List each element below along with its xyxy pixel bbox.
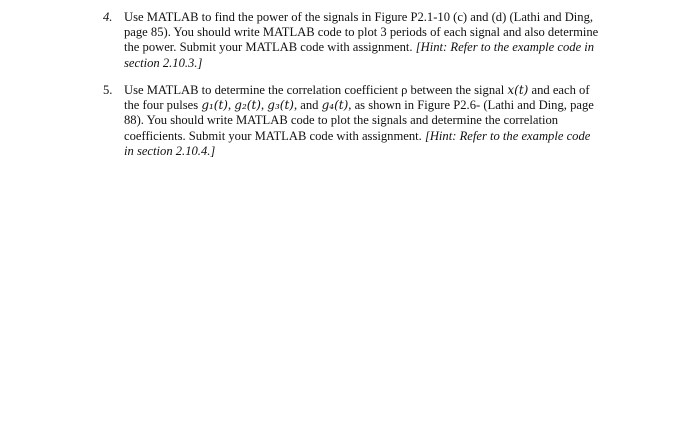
- question-5-intro: Use MATLAB to determine the correlation coefficient ρ between the signal: [124, 83, 505, 97]
- pulse-g2: g₂(t): [234, 98, 261, 113]
- question-4-number: 4.: [103, 10, 113, 24]
- question-5-number: 5.: [103, 83, 113, 97]
- signal-x-of-t: x(t): [507, 83, 529, 97]
- question-4: [103, 10, 603, 71]
- question-5-text: Use MATLAB to determine the correlation coefficient ρ between the signal x(t) and each of the four pulses g₁(t), g₂(t), g₃(t), and g₄(t), as shown in Figure P2.6- (Lathi and Ding, page 88). You should write MATLAB code to plot the signals and determine the correlation coefficients. Submit your MATLAB code with assignment. [Hint: Refer to the example code in section 2.10.4.]: [124, 83, 594, 158]
- question-5-hint: [Hint: Refer to the example code in section 2.10.4.]: [124, 128, 591, 158]
- question-4-text: [124, 10, 603, 71]
- pulse-g1: g₁(t): [201, 98, 228, 113]
- question-4-body: Use MATLAB to find the power of the signals in Figure P2.1-10 (c) and (d) (Lathi and Ding, page 85). You should write MATLAB code to plot 3 periods of each signal and also determine the power. Submit your MATLAB code with assignment.: [124, 10, 599, 55]
- pulse-g3: g₃(t): [267, 98, 294, 113]
- question-5: [103, 83, 603, 159]
- pulse-g4: g₄(t): [321, 98, 349, 113]
- question-5-tail: as shown in Figure P2.6- (Lathi and Ding, page 88). You should write MATLAB code to plot the signals and determine the correlation coefficients. Submit your MATLAB code with assignment.: [124, 98, 594, 143]
- question-4-hint: [Hint: Refer to the example code in section 2.10.3.]: [124, 40, 595, 70]
- question-5-middle: and each of the four pulses: [124, 83, 590, 113]
